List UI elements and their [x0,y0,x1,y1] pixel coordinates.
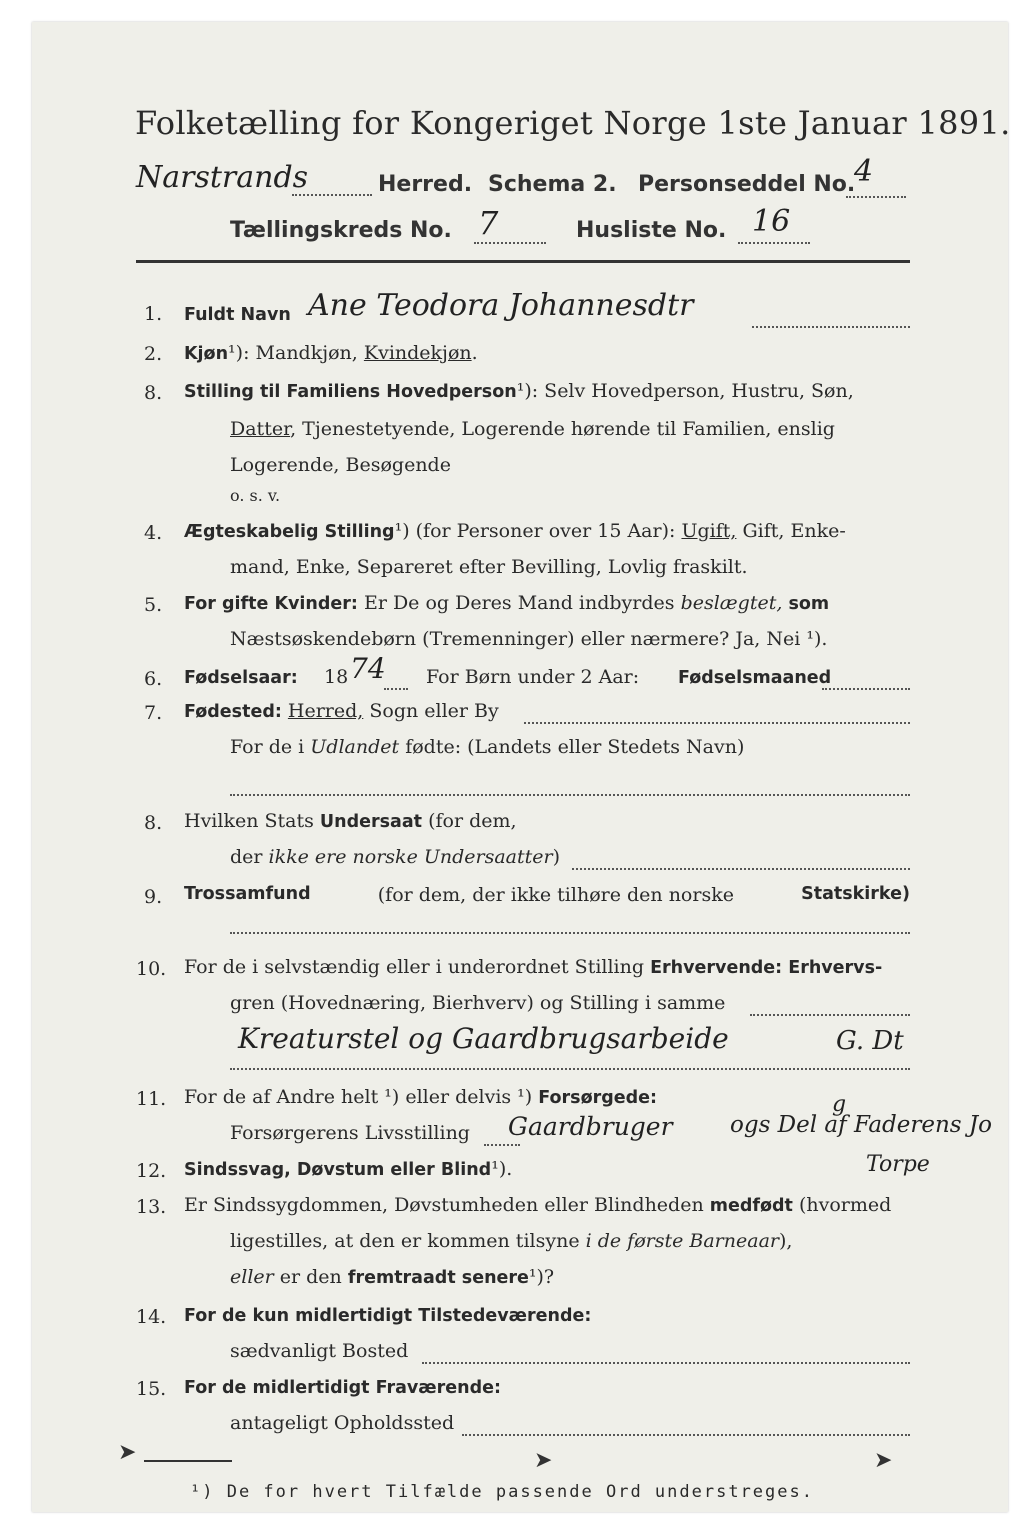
supported-annotation-g: g [832,1092,847,1117]
item-number: 1. [144,303,163,325]
usual-residence-label: sædvanligt Bosted [230,1340,409,1362]
foreign-born-b: fødte: (Landets eller Stedets Navn) [405,736,745,758]
item-number: 12. [136,1160,167,1182]
congenital-later: fremtraadt senere [347,1268,529,1288]
citizenship-label-b: (for dem, [428,810,517,832]
supported-line1: For de af Andre helt ¹) eller delvis ¹) [184,1086,533,1108]
married-women-line2: Næstsøskendebørn (Tremenninger) eller nærmere? Ja, Nei ¹). [230,628,828,650]
married-women-related: beslægtet, [680,592,783,614]
item-number: 8. [144,812,163,834]
religion-dotline [230,932,910,934]
congenital-line3a: er den [279,1266,342,1288]
pen-mark-icon: ➤ [534,1448,553,1473]
congenital-line2-it: i de første Barneaar [585,1230,779,1252]
congenital-line1b: (hvormed [798,1194,892,1216]
item-number: 7. [144,702,163,724]
congenital-label: medfødt [709,1196,793,1216]
header-rule [136,260,910,263]
occupation-handwritten: Kreaturstel og Gaardbrugsarbeide [238,1022,729,1055]
occupation-annotation: G. Dt [836,1026,904,1056]
gender-option-female: Kvindekjøn [363,342,472,364]
family-position-line2: , Tjenestetyende, Logerende hørende til Familien, enslig [290,418,835,440]
religion-label: Trossamfund [184,884,311,904]
congenital-line2a: ligestilles, at den er kommen tilsyne [230,1230,580,1252]
herred-label: Herred. [378,172,473,197]
full-name-value: Ane Teodora Johannesdtr [308,288,694,323]
item-number: 11. [136,1088,167,1110]
family-position-label: Stilling til Familiens Hovedperson [184,382,517,402]
full-name-dotline [752,326,910,328]
schema-label: Schema 2. [488,172,617,197]
birthplace-rest: Sogn eller By [369,700,499,722]
kommune-handwritten: Narstrands [136,160,309,195]
usual-residence-dotline [422,1362,910,1364]
husliste-number: 16 [752,204,791,239]
family-position-line3: Logerende, Besøgende [230,454,451,476]
gender-footnote-ref: ¹): [228,342,250,364]
occupation-line2: gren (Hovednæring, Bierhverv) og Stilling i samme [230,992,726,1014]
married-women-label: For gifte Kvinder: [184,594,358,614]
disability-tail: ¹). [491,1158,513,1180]
item-number: 5. [144,594,163,616]
gender-label: Kjøn [184,344,229,364]
citizenship-line2a: der [230,846,263,868]
item-number: 6. [144,668,163,690]
personseddel-number: 4 [854,154,874,189]
foreign-born-a: For de i [230,736,305,758]
supported-label: Forsørgede: [538,1088,658,1108]
supported-dotline [484,1144,520,1146]
citizenship-label: Undersaat [319,812,423,832]
family-position-line1: ¹): Selv Hovedperson, Hustru, Søn, [516,380,854,402]
full-name-label: Fuldt Navn [184,305,291,325]
birth-year-label: Fødselsaar: [184,668,298,688]
supported-provider-handwritten: Gaardbruger [508,1112,673,1141]
item-number: 2. [144,343,163,365]
form-title: Folketælling for Kongeriget Norge 1ste Januar 1891. [135,104,1011,142]
birthplace-selected: Herred, [287,700,364,722]
personseddel-label: Personseddel No. [638,172,856,197]
occupation-line1: For de i selvstændig eller i underordnet Stilling [184,956,645,978]
citizenship-dotline [572,868,910,870]
item-number: 8. [144,382,163,404]
footnote: ¹) De for hvert Tilfælde passende Ord understreges. [190,1482,814,1502]
marital-status-line1: ¹) (for Personer over 15 Aar): [394,520,676,542]
citizenship-label-a: Hvilken Stats [184,810,314,832]
citizenship-line2-it: ikke ere norske Undersaatter [268,846,553,868]
citizenship-line2b: ) [552,846,561,868]
birthplace-dotline [524,722,910,724]
married-women-line1b: som [788,594,830,614]
marital-status-line1b: Gift, Enke- [742,520,846,542]
religion-rest: (for dem, der ikke tilhøre den norske [377,884,734,906]
item-number: 4. [144,522,163,544]
birth-year-prefix: 18 [324,666,349,688]
birth-year-dotline [384,688,408,690]
birth-year-handwritten: 74 [350,652,386,685]
item-number: 13. [136,1196,167,1218]
marital-status-label: Ægteskabelig Stilling [184,522,395,542]
supported-line2: Forsørgerens Livsstilling [230,1122,470,1144]
supported-provider-note2: Torpe [866,1152,930,1177]
husliste-dotline [738,242,810,244]
congenital-line3-it: eller [230,1266,274,1288]
disability-label: Sindssvag, Døvstum eller Blind [184,1160,492,1180]
foreign-born-dotline [230,794,910,796]
item-number: 14. [136,1306,167,1328]
occupation-dotline-1 [750,1014,910,1016]
pen-mark-icon: ➤ [874,1448,893,1473]
pen-mark-icon: ➤ [118,1440,137,1465]
occupation-label2: Erhvervs- [788,958,883,978]
occupation-dotline-2 [230,1068,910,1070]
family-position-line4: o. s. v. [230,486,281,505]
item-number: 15. [136,1378,167,1400]
congenital-line1a: Er Sindssygdommen, Døvstumheden eller Blindheden [184,1194,704,1216]
probable-residence-dotline [462,1434,910,1436]
gender-option-male: Mandkjøn, [255,342,358,364]
marital-status-selected: Ugift, [681,520,737,542]
census-form [32,22,1011,1512]
personseddel-dotline [846,196,906,198]
temporary-present-label: For de kun midlertidigt Tilstedeværende: [184,1306,592,1326]
family-position-selected: Datter [230,418,291,440]
foreign-born-abroad: Udlandet [310,736,400,758]
gender-tail: . [471,342,478,364]
temporary-absent-label: For de midlertidigt Fraværende: [184,1378,501,1398]
supported-provider-note: ogs Del af Faderens Jo [730,1112,992,1138]
religion-end: Statskirke) [801,884,910,904]
birth-month-dotline [822,688,910,690]
item-number: 9. [144,886,163,908]
congenital-line2b: ), [779,1230,793,1252]
item-number: 10. [136,958,167,980]
kreds-dotline [474,242,546,244]
husliste-label: Husliste No. [576,218,727,243]
birth-month-label: Fødselsmaaned [678,668,832,688]
birth-year-infant-text: For Børn under 2 Aar: [426,666,640,688]
congenital-line3b: ¹)? [528,1266,555,1288]
marital-status-line2: mand, Enke, Separeret efter Bevilling, Lovlig fraskilt. [230,556,748,578]
footnote-rule [144,1460,232,1462]
probable-residence-label: antageligt Opholdssted [230,1412,455,1434]
birthplace-label: Fødested: [184,702,282,722]
kommune-dotline [292,194,372,196]
occupation-label: Erhvervende: [650,958,783,978]
kreds-number: 7 [478,204,499,242]
married-women-line1: Er De og Deres Mand indbyrdes [363,592,675,614]
kreds-label: Tællingskreds No. [230,218,452,243]
